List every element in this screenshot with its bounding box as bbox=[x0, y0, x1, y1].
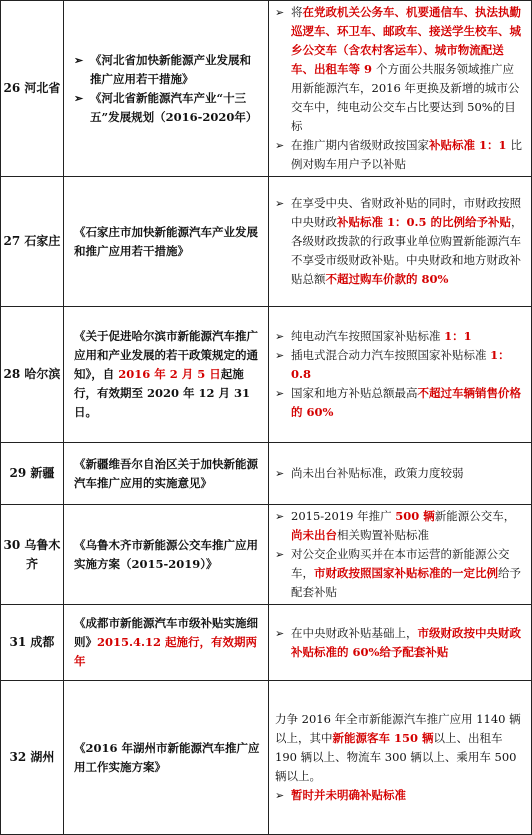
table-row bbox=[1, 505, 532, 605]
city-cell: 32 湖州 bbox=[1, 681, 64, 835]
city-cell: 31 成都 bbox=[1, 605, 64, 681]
text-run: 个方面公共服务领域推广应用新能源汽车，2016 年更换及新增的城市公交车中，纯电动公交车占比要达到 50%的目标 bbox=[291, 62, 520, 133]
detail-item bbox=[275, 136, 525, 174]
policy-item bbox=[74, 739, 262, 777]
policy-item bbox=[74, 51, 262, 89]
table-row bbox=[1, 307, 532, 443]
policy-item bbox=[74, 614, 262, 671]
text-run: 比例对购车用户予以补贴 bbox=[291, 138, 523, 171]
detail-cell bbox=[269, 177, 532, 307]
highlight-text: 500 辆 bbox=[395, 509, 435, 523]
text-run: 尚未出台补贴标准，政策力度较弱 bbox=[291, 466, 464, 480]
text-run: 国家和地方补贴总额最高 bbox=[291, 386, 418, 400]
text-run: 插电式混合动力汽车按照国家补贴标准 bbox=[291, 348, 491, 362]
policy-cell bbox=[64, 443, 269, 505]
policy-cell bbox=[64, 1, 269, 177]
city-cell: 29 新疆 bbox=[1, 443, 64, 505]
detail-item bbox=[275, 710, 525, 786]
text-run: 2015-2019 年推广 bbox=[291, 509, 396, 523]
text-run: 在享受中央、省财政补贴的同时，市财政按照中央财政 bbox=[291, 196, 521, 229]
text-run: 纯电动汽车按照国家补贴标准 bbox=[291, 329, 445, 343]
text-run: 《石家庄市加快新能源汽车产业发展和推广应用若干措施》 bbox=[74, 224, 258, 258]
text-run: ，各级财政拨款的行政事业单位购置新能源汽车不享受市级财政补贴。中央财政和地方财政补贴总额 bbox=[291, 215, 523, 286]
policy-item bbox=[74, 327, 262, 422]
city-cell: 28 哈尔滨 bbox=[1, 307, 64, 443]
highlight-text: 在党政机关公务车、机要通信车、执法执勤巡逻车、环卫车、邮政车、接送学生校车、城乡公交车（含农村客运车）、城市物流配送车、出租车等 9 bbox=[291, 5, 521, 76]
text-run: 将 bbox=[291, 5, 303, 19]
detail-item bbox=[275, 786, 525, 805]
detail-item bbox=[275, 545, 525, 602]
text-run: 起施行，有效期至 2020 年 12 月 31 日。 bbox=[74, 367, 251, 419]
text-run: 在推广期内省级财政按国家 bbox=[291, 138, 429, 152]
text-run: 《乌鲁木齐市新能源公交车推广应用实施方案（2015-2019）》 bbox=[74, 537, 258, 571]
table-row bbox=[1, 605, 532, 681]
highlight-text: 1：0.8 bbox=[291, 348, 510, 381]
detail-cell bbox=[269, 1, 532, 177]
text-run: 在中央财政补贴基础上， bbox=[291, 625, 418, 640]
table-row bbox=[1, 1, 532, 177]
detail-item bbox=[275, 327, 525, 346]
detail-item bbox=[275, 346, 525, 384]
highlight-text: 市级财政按中央财政补贴标准的 60%给予配套补贴 bbox=[291, 625, 521, 659]
detail-item bbox=[275, 507, 525, 545]
detail-cell bbox=[269, 443, 532, 505]
text-run: 《新疆维吾尔自治区关于加快新能源汽车推广应用的实施意见》 bbox=[74, 456, 258, 490]
detail-item bbox=[275, 624, 525, 662]
detail-item bbox=[275, 464, 525, 483]
text-run: 《2016 年湖州市新能源汽车推广应用工作实施方案》 bbox=[74, 740, 260, 774]
highlight-text: 不超过购车价款的 80% bbox=[325, 272, 449, 286]
highlight-text: 尚未出台 bbox=[291, 528, 337, 542]
text-run: 力争 2016 年全市新能源汽车推广应用 1140 辆以上，其中 bbox=[275, 712, 521, 745]
text-run: 给予配套补贴 bbox=[291, 566, 521, 599]
detail-cell bbox=[269, 605, 532, 681]
detail-item bbox=[275, 194, 525, 289]
detail-cell bbox=[269, 681, 532, 835]
text-run: 新能源公交车， bbox=[434, 509, 516, 523]
highlight-text: 1：1 bbox=[444, 329, 472, 343]
policy-cell bbox=[64, 605, 269, 681]
policy-item bbox=[74, 223, 262, 261]
policy-item bbox=[74, 89, 262, 127]
detail-cell bbox=[269, 307, 532, 443]
text-run: 《河北省新能源汽车产业“十三五”发展规划（2016-2020年） bbox=[90, 90, 258, 124]
highlight-text: 补贴标准 1：1 bbox=[429, 138, 511, 152]
text-run: 以上、出租车 190 辆以上、物流车 300 辆以上、乘用车 500 辆以上。 bbox=[275, 731, 517, 783]
city-cell: 27 石家庄 bbox=[1, 177, 64, 307]
highlight-text: 2016 年 2 月 5 日 bbox=[118, 367, 221, 381]
text-run: 《河北省加快新能源产业发展和推广应用若干措施》 bbox=[90, 52, 251, 86]
policy-cell bbox=[64, 505, 269, 605]
highlight-text: 市财政按照国家补贴标准的一定比例 bbox=[314, 566, 498, 580]
text-run: 《关于促进哈尔滨市新能源汽车推广应用和产业发展的若干政策规定的通知》，自 bbox=[74, 329, 258, 381]
policy-cell bbox=[64, 307, 269, 443]
table-row bbox=[1, 177, 532, 307]
table-row bbox=[1, 681, 532, 835]
text-run: 《成都市新能源汽车市级补贴实施细则》 bbox=[74, 616, 258, 649]
city-cell: 30 乌鲁木齐 bbox=[1, 505, 64, 605]
detail-item bbox=[275, 3, 525, 136]
text-run: 相关购置补贴标准 bbox=[337, 528, 429, 542]
policy-cell bbox=[64, 681, 269, 835]
highlight-text: 补贴标准 1：0.5 的比例给予补贴 bbox=[337, 215, 512, 229]
detail-item bbox=[275, 384, 525, 422]
policy-cell bbox=[64, 177, 269, 307]
highlight-text: 2015.4.12 起施行，有效期两年 bbox=[74, 635, 258, 668]
city-cell: 26 河北省 bbox=[1, 1, 64, 177]
highlight-text: 新能源客车 150 辆 bbox=[332, 731, 434, 745]
text-run: 对公交企业购买并在本市运营的新能源公交车， bbox=[291, 547, 510, 580]
policy-item bbox=[74, 536, 262, 574]
policy-item bbox=[74, 455, 262, 493]
detail-cell bbox=[269, 505, 532, 605]
highlight-text: 暂时并未明确补贴标准 bbox=[291, 788, 406, 802]
highlight-text: 不超过车辆销售价格的 60% bbox=[291, 386, 521, 419]
table-row bbox=[1, 443, 532, 505]
policy-table-body bbox=[1, 1, 532, 835]
